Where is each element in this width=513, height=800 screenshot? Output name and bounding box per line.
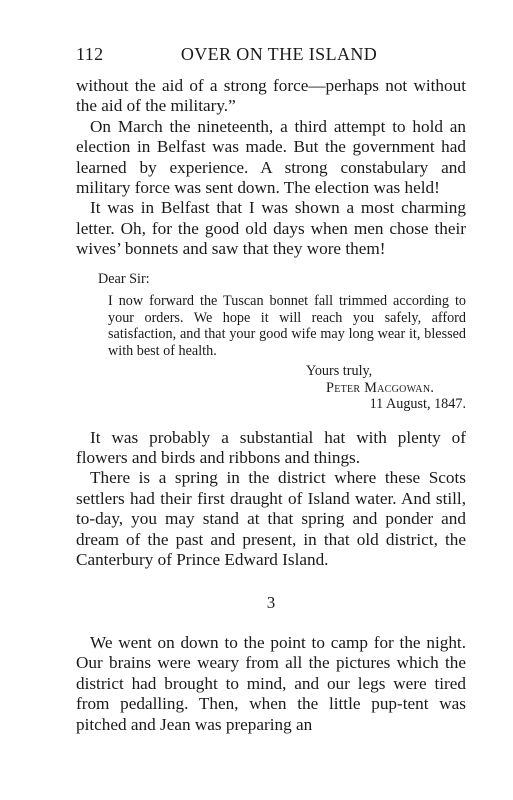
running-title: OVER ON THE ISLAND xyxy=(180,44,378,64)
paragraph: We went on down to the point to camp for the night. Our brains were weary from all the pictures which the district had brought to mind, and our legs were tired from pedalling. Then, when the little pup-tent was pitched and Jean was preparing an xyxy=(76,632,466,734)
letter-salutation: Dear Sir: xyxy=(98,270,150,287)
quoted-letter xyxy=(76,271,466,413)
paragraph: There is a spring in the district where these Scots settlers had their first draught of Island water. And still, to-day, you may stand at that spring and ponder and dream of the past and present, in that old district, the Canterbury of Prince Edward Island. xyxy=(76,468,466,570)
paragraph: It was probably a substantial hat with plenty of flowers and birds and ribbons and things. xyxy=(76,427,466,468)
letter-date: 11 August, 1847. xyxy=(369,396,466,413)
section-number: 3 xyxy=(266,592,276,612)
letter-body: I now forward the Tuscan bonnet fall trimmed according to your orders. We hope it will reach you safely, afford satisfaction, and that your good wife may long wear it, blessed with best of health. xyxy=(108,293,466,359)
page-number: 112 xyxy=(76,44,104,64)
page-body xyxy=(76,76,466,735)
letter-closing: Yours truly, xyxy=(306,363,373,380)
paragraph: It was in Belfast that I was shown a most charming letter. Oh, for the good old days when men chose their wives’ bonnets and saw that they wore them! xyxy=(76,198,466,259)
letter-signature: Peter Macgowan. xyxy=(326,379,435,396)
paragraph: without the aid of a strong force—perhaps not without the aid of the military.” xyxy=(76,76,466,116)
paragraph: On March the nineteenth, a third attempt to hold an election in Belfast was made. But the government had learned by experience. A strong constabulary and military force was sent down. The election was held! xyxy=(76,116,466,198)
